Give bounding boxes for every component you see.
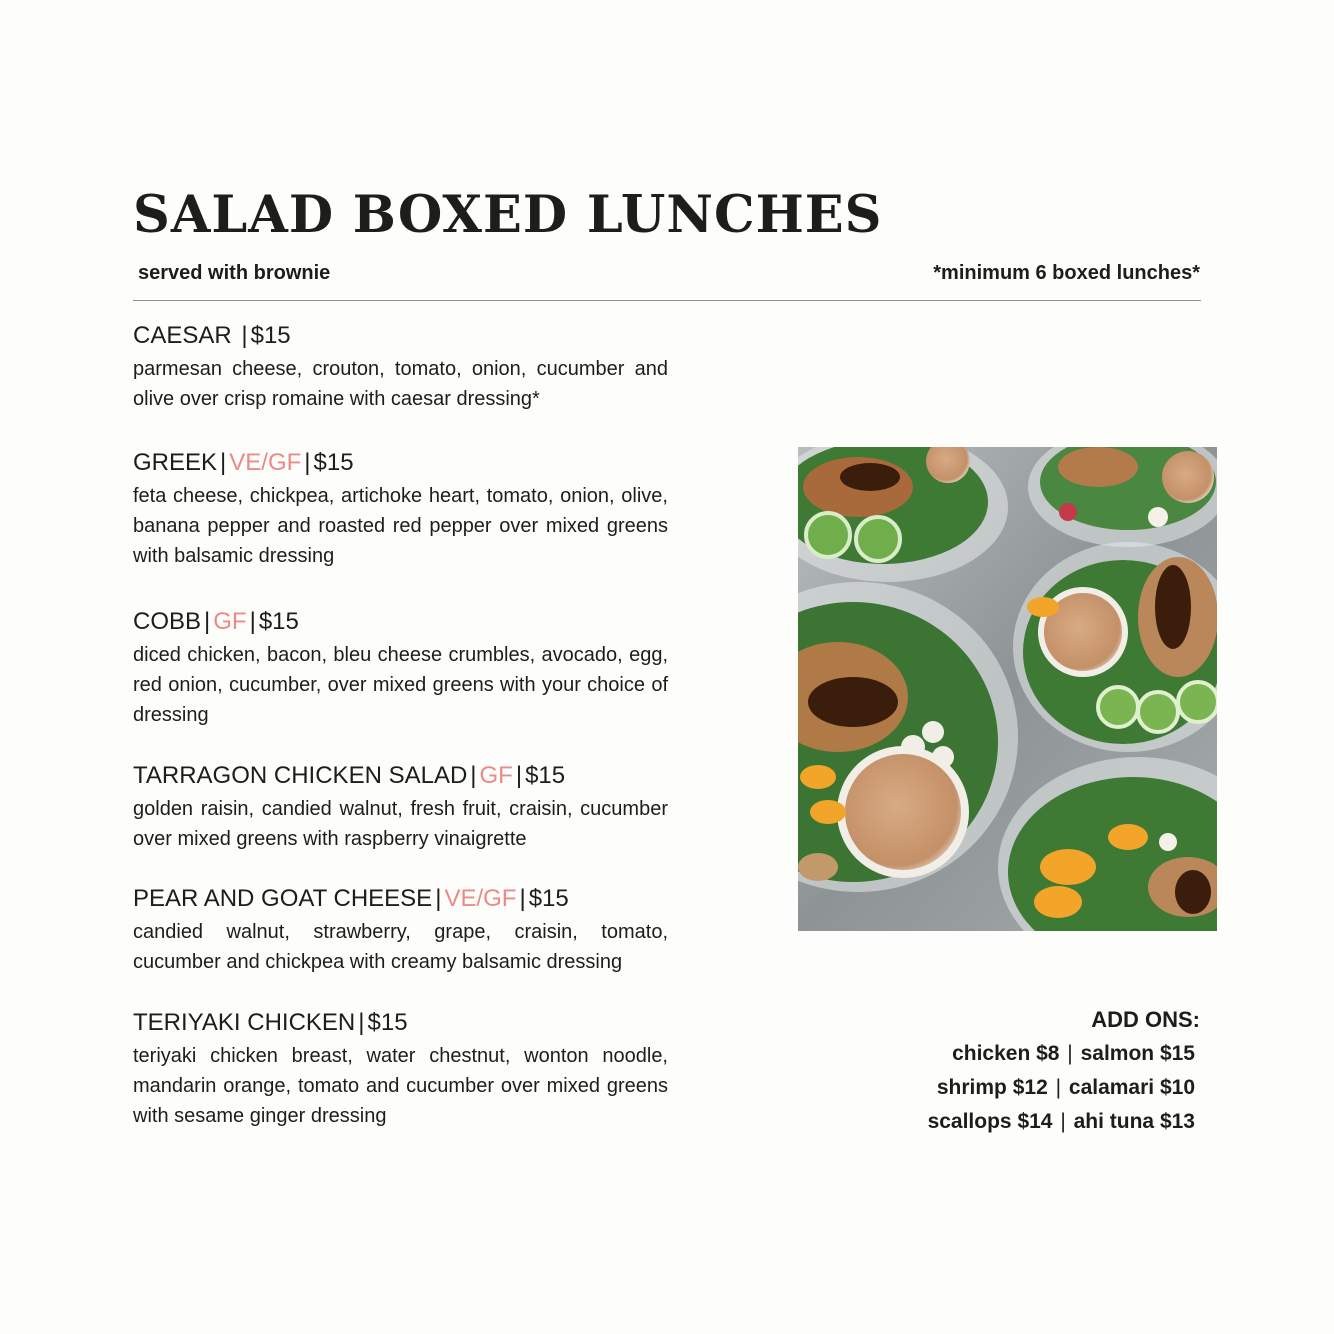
separator: | bbox=[435, 885, 442, 912]
menu-item-heading bbox=[133, 607, 668, 637]
add-ons-section bbox=[928, 1003, 1200, 1139]
menu-item-cobb bbox=[133, 607, 668, 730]
add-on-option: ahi tuna $13 bbox=[1073, 1110, 1195, 1133]
menu-item-description: candied walnut, strawberry, grape, craisin, tomato, cucumber and chickpea with creamy balsamic dressing bbox=[133, 921, 668, 973]
menu-item-heading bbox=[133, 884, 668, 914]
menu-item-description: teriyaki chicken breast, water chestnut, wonton noodle, mandarin orange, tomato and cucumber over mixed greens with sesame ginger dressing bbox=[133, 1045, 668, 1127]
menu-item-teriyaki-chicken bbox=[133, 1008, 668, 1131]
menu-item-description: feta cheese, chickpea, artichoke heart, tomato, onion, olive, banana pepper and roasted red pepper over mixed greens with balsamic dressing bbox=[133, 485, 668, 567]
add-on-option: salmon $15 bbox=[1080, 1042, 1195, 1065]
menu-item-description: golden raisin, candied walnut, fresh fruit, craisin, cucumber over mixed greens with raspberry vinaigrette bbox=[133, 798, 668, 850]
menu-item-description: diced chicken, bacon, bleu cheese crumbles, avocado, egg, red onion, cucumber, over mixed greens with your choice of dressing bbox=[133, 644, 668, 726]
separator: | bbox=[204, 608, 211, 635]
menu-item-price: $15 bbox=[528, 885, 569, 912]
add-ons-heading: ADD ONS: bbox=[1091, 1007, 1200, 1032]
separator: | bbox=[515, 762, 523, 789]
diet-tag: VE/GF bbox=[444, 885, 517, 912]
separator: | bbox=[358, 1009, 365, 1036]
separator: | bbox=[519, 885, 526, 912]
menu-item-heading bbox=[133, 321, 668, 351]
menu-item-name: TARRAGON CHICKEN SALAD bbox=[133, 762, 468, 789]
menu-item-price: $15 bbox=[313, 449, 354, 476]
separator: | bbox=[241, 322, 248, 349]
separator: | bbox=[1061, 1042, 1079, 1065]
separator: | bbox=[249, 608, 256, 635]
menu-item-name: GREEK bbox=[133, 449, 218, 476]
add-on-option: shrimp $12 bbox=[936, 1076, 1048, 1099]
add-on-option: scallops $14 bbox=[927, 1110, 1053, 1133]
served-with-note: served with brownie bbox=[138, 262, 331, 284]
separator: | bbox=[1049, 1076, 1067, 1099]
menu-item-heading bbox=[133, 448, 668, 478]
menu-item-price: $15 bbox=[250, 322, 291, 349]
page-title: SALAD BOXED LUNCHES bbox=[133, 185, 883, 245]
add-on-option: chicken $8 bbox=[952, 1042, 1060, 1065]
separator: | bbox=[220, 449, 227, 476]
menu-item-name: PEAR AND GOAT CHEESE bbox=[133, 885, 433, 912]
menu-item-heading bbox=[133, 761, 668, 791]
minimum-order-note: *minimum 6 boxed lunches* bbox=[933, 262, 1200, 284]
menu-item-name: CAESAR bbox=[133, 322, 239, 349]
add-on-option: calamari $10 bbox=[1068, 1076, 1195, 1099]
menu-item-heading bbox=[133, 1008, 668, 1038]
add-on-row bbox=[928, 1105, 1200, 1139]
menu-item-description: parmesan cheese, crouton, tomato, onion, cucumber and olive over crisp romaine with caesar dressing* bbox=[133, 358, 668, 410]
salad-bowls-illustration bbox=[798, 447, 1217, 931]
diet-tag: GF bbox=[479, 762, 513, 789]
menu-item-caesar bbox=[133, 321, 668, 414]
separator: | bbox=[470, 762, 477, 789]
menu-item-name: TERIYAKI CHICKEN bbox=[133, 1009, 356, 1036]
menu-item-greek bbox=[133, 448, 668, 571]
menu-item-tarragon-chicken-salad bbox=[133, 761, 668, 854]
diet-tag: GF bbox=[213, 608, 247, 635]
add-on-row bbox=[928, 1037, 1200, 1071]
salad-bowls-photo bbox=[798, 447, 1217, 931]
menu-item-price: $15 bbox=[367, 1009, 408, 1036]
diet-tag: VE/GF bbox=[229, 449, 302, 476]
add-on-row bbox=[928, 1071, 1200, 1105]
menu-item-price: $15 bbox=[525, 762, 566, 789]
separator: | bbox=[1054, 1110, 1072, 1133]
menu-item-pear-goat-cheese bbox=[133, 884, 668, 977]
menu-item-price: $15 bbox=[258, 608, 299, 635]
header-divider bbox=[133, 300, 1201, 301]
separator: | bbox=[304, 449, 311, 476]
menu-item-name: COBB bbox=[133, 608, 202, 635]
